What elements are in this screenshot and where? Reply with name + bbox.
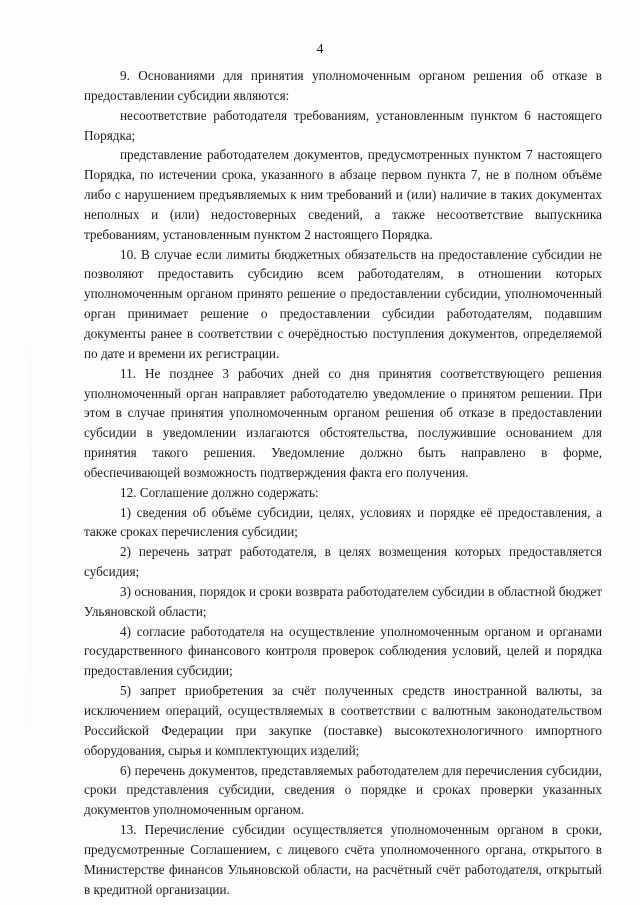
- paragraph-12-item-3: 3) основания, порядок и сроки возврата работодателем субсидии в областной бюджет Ульяновской области;: [84, 583, 602, 619]
- paragraph-11: 11. Не позднее 3 рабочих дней со дня принятия соответствующего решения уполномоченный орган направляет работодателю уведомление о принятом решении. При этом в случае принятия уполномоченным органом решения об отказе в предоставлении субсидии в уведомлении излагаются обстоятельства, послужившие основанием для принятия такого решения. Уведомление должно быть направлено в форме, обеспечивающей возможность подтверждения факта его получения.: [84, 365, 602, 480]
- paragraph-9-intro: 9. Основаниями для принятия уполномоченным органом решения об отказе в предоставлении субсидии являются:: [84, 68, 602, 103]
- paragraph-10: 10. В случае если лимиты бюджетных обязательств на предоставление субсидии не позволяют предоставить субсидию всем работодателям, в отношении которых уполномоченным органом принято решение о предоставлении субсидии, уполномоченный орган принимает решение о предоставлении субсидии работодателям, подавшим документы ранее в соответствии с очерёдностью поступления документов, определяемой по дате и времени их регистрации.: [84, 246, 602, 361]
- page-number: 4: [316, 42, 324, 57]
- scan-crease: [30, 0, 31, 905]
- paragraph-12-intro: 12. Соглашение должно содержать:: [120, 484, 319, 500]
- paragraph-12-item-5: 5) запрет приобретения за счёт полученных средств иностранной валюты, за исключением операций, осуществляемых в соответствии с валютным законодательством Российской Федерации при закупке (поставке) высокотехнологичного импортного оборудования, сырья и комплектующих изделий;: [84, 683, 602, 758]
- paragraph-9-item-1: несоответствие работодателя требованиям, установленным пунктом 6 настоящего Порядка;: [84, 107, 602, 143]
- paragraph-13: 13. Перечисление субсидии осуществляется уполномоченным органом в сроки, предусмотренные Соглашением, с лицевого счёта уполномоченного органа, открытого в Министерстве финансов Ульяновской области, на расчётный счёт работодателя, открытый в кредитной организации.: [84, 822, 602, 897]
- paragraph-12-item-1: 1) сведения об объёме субсидии, целях, условиях и порядке её предоставления, а также сроках перечисления субсидии;: [84, 504, 602, 540]
- document-body: [84, 66, 602, 899]
- paragraph-9-item-2: представление работодателем документов, предусмотренных пунктом 7 настоящего Порядка, по истечении срока, указанного в абзаце первом пункта 7, не в полном объёме либо с нарушением предъявляемых к ним требований и (или) наличие в таких документах неполных и (или) недостоверных сведений, а также несоответствие выпускника требованиям, установленным пунктом 2 настоящего Порядка.: [84, 147, 602, 242]
- paragraph-12-item-4: 4) согласие работодателя на осуществление уполномоченным органом и органами государственного финансового контроля проверок соблюдения условий, целей и порядка предоставления субсидии;: [84, 623, 602, 679]
- paragraph-12-item-6: 6) перечень документов, представляемых работодателем для перечисления субсидии, сроки представления субсидии, сведения о порядке и сроках проверки указанных документов уполномоченным органом.: [84, 762, 602, 818]
- paragraph-12-item-2: 2) перечень затрат работодателя, в целях возмещения которых предоставляется субсидия;: [84, 544, 602, 580]
